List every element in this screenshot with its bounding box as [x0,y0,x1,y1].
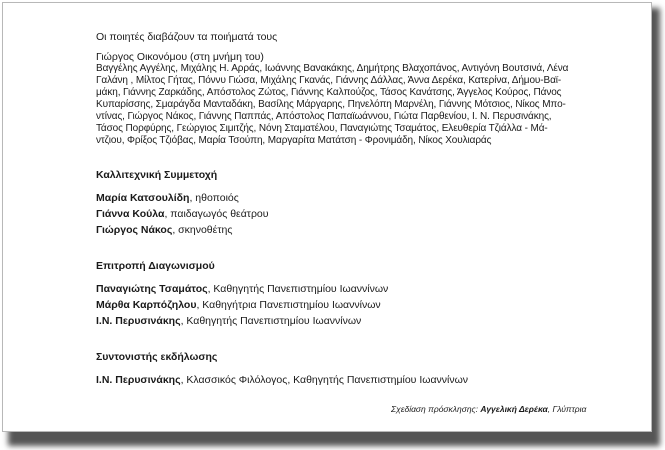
person-role: , Καθηγήτρια Πανεπιστημίου Ιωαννίνων [196,299,381,311]
person-name: Ι.Ν. Περυσινάκης [96,315,181,327]
section-event-coordinator [96,351,636,388]
poets-line: Κυπαρίσσης, Σμαράγδα Μανταδάκη, Βασίλης Μάργαρης, Πηνελόπη Μαρνέλη, Γιάννης Μότσιος, Νίκος Μπο- [96,99,566,110]
person-role: , σκηνοθέτης [172,224,233,236]
credit-prefix: Σχεδίαση πρόσκλησης: [391,404,481,414]
section-competition-committee [96,260,636,329]
intro-title: Οι ποιητές διαβάζουν τα ποιήματά τους [96,31,278,43]
poets-line: Τάσος Πορφύρης, Γεώργιος Σιμιτζής, Νόνη Σταματέλου, Παναγιώτης Τσαμάτος, Ελευθερία Τζιάλλα - Μά- [96,123,548,134]
memoriam-line: Γιώργος Οικονόμου (στη μνήμη του) [96,51,264,63]
person-name: Μάρθα Καρπόζηλου [96,299,197,311]
poets-line: μάκη, Γιάννης Ζαρκάδης, Απόστολος Ζώτος, Γιάννης Καλπούζος, Τάσος Κανάτσης, Άγγελος Κούρος, Πάνος [96,87,562,98]
person-role: , Κλασσικός Φιλόλογος, Καθηγητής Πανεπιστημίου Ιωαννίνων [180,374,469,386]
person-role: , Καθηγητής Πανεπιστημίου Ιωαννίνων [180,315,362,327]
person-role: , ηθοποιός [189,192,239,204]
person-entry [96,191,636,206]
poets-line: ντίνας, Γιώργος Νάκος, Γιάννης Παππάς, Απόστολος Παπαϊωάννου, Γιώτα Παρθενίου, Ι. Ν. Περυσινάκης, [96,111,552,122]
person-role: , παιδαγωγός θεάτρου [164,208,269,220]
person-name: Γιάννα Κούλα [96,208,165,220]
person-name: Γιώργος Νάκος [96,224,173,236]
person-name: Ι.Ν. Περυσινάκης [96,374,181,386]
credit-suffix: , Γλύπτρια [547,404,587,414]
person-entry [96,373,636,388]
invitation-page [2,2,652,432]
person-name: Παναγιώτης Τσαμάτος [96,283,208,295]
section-title: Συντονιστής εκδήλωσης [96,351,218,363]
poets-line: Γαλάνη , Μίλτος Γήτας, Πόννυ Γιώσα, Μιχάλης Γκανάς, Γιάννης Δάλλας, Άννα Δερέκα, Κατερίνα, Δήμου-Βαϊ- [96,75,562,86]
section-title: Επιτροπή Διαγωνισμού [96,260,215,272]
poets-list [96,63,636,147]
person-entry [96,298,636,313]
poets-line: Βαγγέλης Αγγέλης, Μιχάλης Η. Αρράς, Ιωάννης Βανακάκης, Δημήτρης Βλαχοπάνος, Αντιγόνη Βουτσινά, Λένα [96,63,569,74]
person-role: , Καθηγητής Πανεπιστημίου Ιωαννίνων [207,283,389,295]
invitation-content [96,31,636,389]
person-entry [96,207,636,222]
design-credit [391,404,586,415]
poets-line: ντζιου, Φρίξος Τζιόβας, Μαρία Τσούπη, Μαργαρίτα Ματάτση - Φρονιμάδη, Νίκος Χουλιαράς [96,135,492,146]
section-artistic-participation [96,169,636,238]
person-entry [96,314,636,329]
person-entry [96,282,636,297]
person-entry [96,223,636,238]
credit-name: Αγγελική Δερέκα [480,404,548,414]
person-name: Μαρία Κατσουλίδη [96,192,190,204]
section-title: Καλλιτεχνική Συμμετοχή [96,169,218,181]
